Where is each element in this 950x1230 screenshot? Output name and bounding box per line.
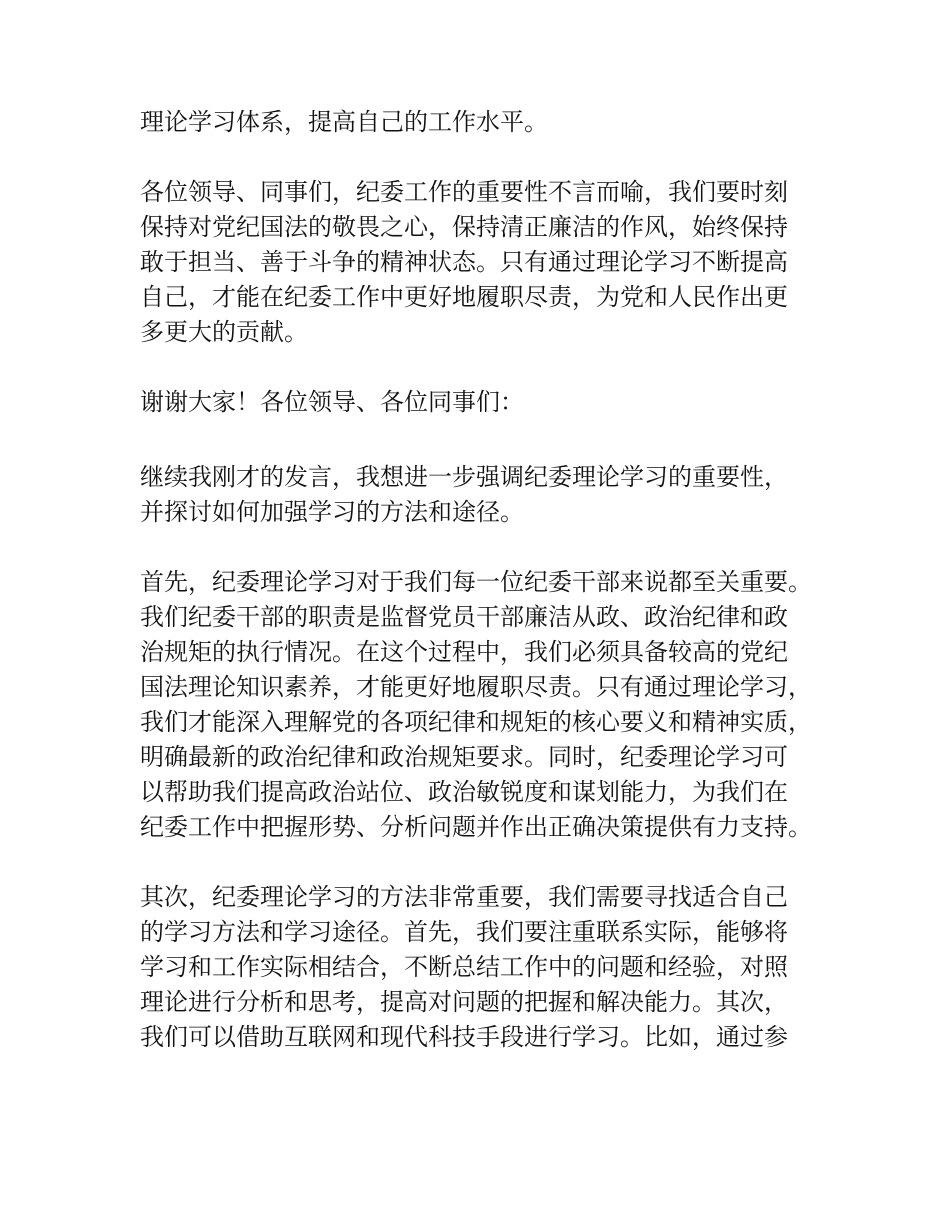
paragraph-5 — [140, 565, 840, 845]
paragraph-line: 自己，才能在纪委工作中更好地履职尽责，为党和人民作出更 — [140, 283, 788, 311]
paragraph-line: 我们纪委干部的职责是监督党员干部廉洁从政、政治纪律和政 — [140, 603, 788, 631]
paragraph-line: 我们才能深入理解党的各项纪律和规矩的核心要义和精神实质， — [140, 708, 812, 736]
paragraph-line: 首先，纪委理论学习对于我们每一位纪委干部来说都至关重要。 — [140, 568, 812, 596]
paragraph-line: 治规矩的执行情况。在这个过程中，我们必须具备较高的党纪 — [140, 638, 788, 666]
paragraph-line: 理论学习体系，提高自己的工作水平。 — [140, 108, 548, 136]
paragraph-4 — [140, 460, 840, 530]
paragraph-line: 保持对党纪国法的敬畏之心，保持清正廉洁的作风，始终保持 — [140, 213, 788, 241]
paragraph-3 — [140, 385, 840, 420]
paragraph-line: 纪委工作中把握形势、分析问题并作出正确决策提供有力支持。 — [140, 813, 812, 841]
paragraph-2 — [140, 175, 840, 350]
paragraph-line: 我们可以借助互联网和现代科技手段进行学习。比如，通过参 — [140, 1023, 788, 1051]
paragraph-line: 谢谢大家！各位领导、各位同事们： — [140, 388, 524, 416]
paragraph-line: 理论进行分析和思考，提高对问题的把握和解决能力。其次， — [140, 988, 788, 1016]
paragraph-6 — [140, 880, 840, 1055]
paragraph-line: 敢于担当、善于斗争的精神状态。只有通过理论学习不断提高 — [140, 248, 788, 276]
paragraph-line: 并探讨如何加强学习的方法和途径。 — [140, 498, 524, 526]
paragraph-line: 继续我刚才的发言，我想进一步强调纪委理论学习的重要性， — [140, 463, 788, 491]
paragraph-line: 其次，纪委理论学习的方法非常重要，我们需要寻找适合自己 — [140, 883, 788, 911]
paragraph-line: 的学习方法和学习途径。首先，我们要注重联系实际，能够将 — [140, 918, 788, 946]
paragraph-line: 国法理论知识素养，才能更好地履职尽责。只有通过理论学习， — [140, 673, 812, 701]
paragraph-line: 以帮助我们提高政治站位、政治敏锐度和谋划能力，为我们在 — [140, 778, 788, 806]
paragraph-line: 多更大的贡献。 — [140, 318, 308, 346]
paragraph-line: 明确最新的政治纪律和政治规矩要求。同时，纪委理论学习可 — [140, 743, 788, 771]
paragraph-line: 学习和工作实际相结合，不断总结工作中的问题和经验，对照 — [140, 953, 788, 981]
paragraph-line: 各位领导、同事们，纪委工作的重要性不言而喻，我们要时刻 — [140, 178, 788, 206]
paragraph-1 — [140, 105, 840, 140]
